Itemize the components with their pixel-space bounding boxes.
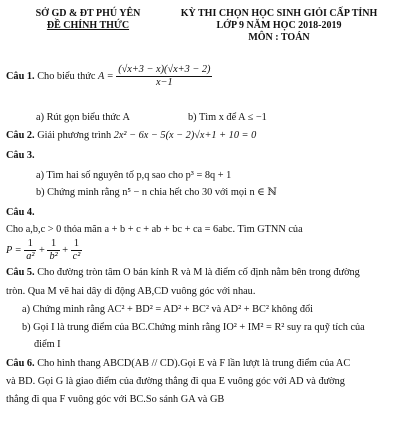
question-1: [6, 64, 394, 89]
question-5a: a) Chứng minh rằng AC² + BD² = AD² + BC² và AD² + BC² không đổi: [22, 304, 314, 315]
question-1-text: Cho biểu thức: [37, 70, 96, 82]
exam-title: KỲ THI CHỌN HỌC SINH GIỎI CẤP TỈNH: [180, 8, 378, 19]
question-6-line1: Cho hình thang ABCD(AB // CD).Gọi E và F lần lượt là trung điểm của AC: [37, 358, 351, 369]
fraction-numerator: 1: [47, 238, 59, 251]
fraction-1-over-c2: [71, 238, 83, 263]
fraction-1-over-b2: [47, 238, 59, 263]
fraction-numerator: 1: [24, 238, 36, 251]
fraction-1-over-a2: [24, 238, 36, 263]
question-6: [6, 357, 394, 370]
fraction-numerator: 1: [71, 238, 83, 251]
question-1-fraction: [116, 64, 212, 89]
question-4-expression: P = $\frac{1}{\text{a²}}$ + $\frac{1}{\text{b²}}$ + $\frac{1}{\text{c²}}$: [6, 238, 81, 262]
subject: MÔN : TOÁN: [248, 32, 310, 43]
question-5-label: Câu 5.: [6, 267, 35, 278]
question-5: [6, 266, 394, 279]
question-1-lhs: A =: [97, 70, 114, 82]
question-6-line3: thẳng đi qua F vuông góc với BC.So sánh GA và GB: [6, 394, 225, 405]
question-2-label: Câu 2.: [6, 130, 35, 141]
question-1-label: Câu 1.: [6, 70, 35, 82]
fraction-denominator: c²: [72, 251, 81, 262]
question-1b: b) Tìm x để A ≤ −1: [188, 112, 267, 123]
question-2-text: Giải phương trình: [37, 130, 112, 141]
fraction-denominator: a²: [26, 251, 35, 262]
question-1-denominator: x−1: [155, 77, 173, 88]
question-2: [6, 129, 394, 142]
question-5-line2: tròn. Qua M vẽ hai dây di động AB,CD vuông góc với nhau.: [6, 286, 256, 297]
question-4-text: Cho a,b,c > 0 thỏa mãn a + b + c + ab + bc + ca = 6abc. Tìm GTNN của: [6, 224, 303, 235]
grade-year: LỚP 9 NĂM HỌC 2018-2019: [216, 20, 342, 31]
question-1a: a) Rút gọn biểu thức A: [36, 112, 130, 123]
question-6-label: Câu 6.: [6, 358, 35, 369]
question-2-equation: 2x² − 6x − 5(x − 2)√x+1 + 10 = 0: [113, 130, 257, 141]
question-5b-line2: điểm I: [34, 339, 61, 350]
question-4-label: Câu 4.: [6, 207, 35, 218]
question-5b-line1: b) Gọi I là trung điểm của BC.Chứng minh rằng IO² + IM² = R² suy ra quỹ tích của: [22, 322, 365, 333]
department-name: SỞ GD & ĐT PHÚ YÊN: [35, 8, 141, 19]
question-6-line2: và BD. Gọi G là giao điểm của đường thẳng đi qua E vuông góc với AD và đường: [6, 376, 345, 387]
question-5-line1: Cho đường tròn tâm O bán kính R và M là điểm cố định nằm bên trong đường: [37, 267, 360, 278]
fraction-denominator: b²: [49, 251, 58, 262]
question-3-label: Câu 3.: [6, 150, 35, 161]
question-1-numerator: (√x+3 − x)(√x+3 − 2): [118, 64, 211, 75]
p-lhs: P =: [6, 244, 22, 256]
question-3a: a) Tìm hai số nguyên tố p,q sao cho p³ = 8q + 1: [36, 170, 232, 181]
question-3b: b) Chứng minh rằng n⁵ − n chia hết cho 30 với mọi n ∈ ℕ: [36, 187, 277, 198]
official-exam-label: ĐỀ CHÍNH THỨC: [46, 20, 130, 31]
